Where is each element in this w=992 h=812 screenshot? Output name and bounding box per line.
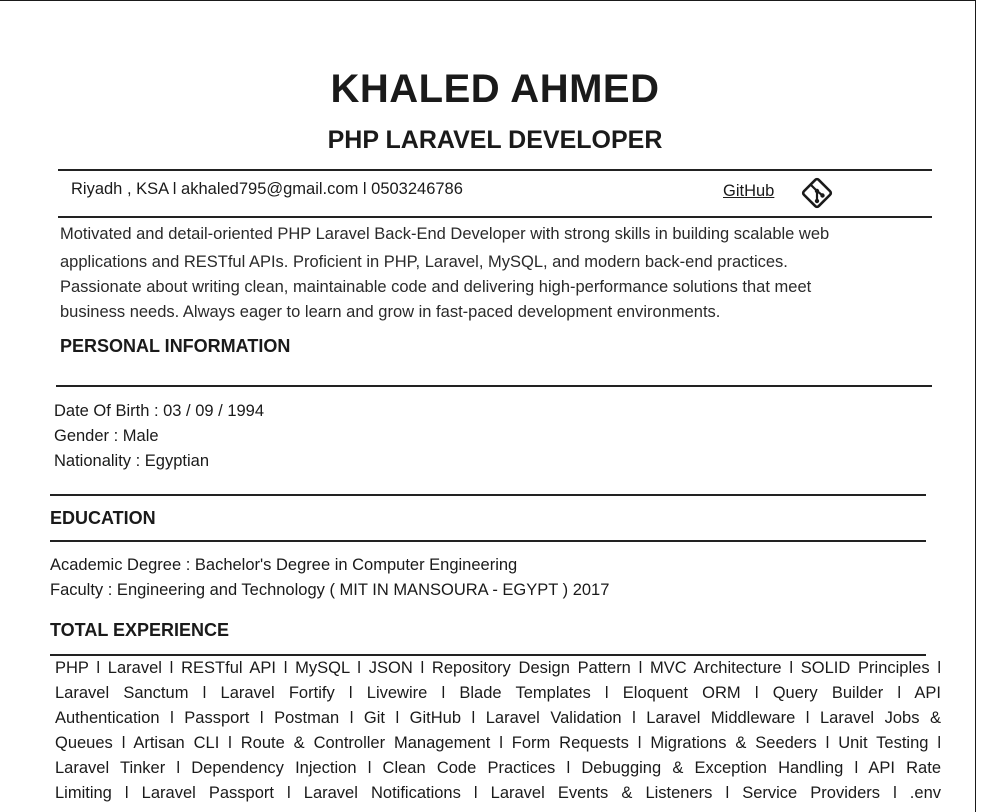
summary-line: Passionate about writing clean, maintainable code and delivering high-performance solutions that meet <box>60 278 812 296</box>
education-heading: EDUCATION <box>50 508 156 528</box>
skills-list <box>55 656 941 806</box>
faculty: Faculty : Engineering and Technology ( MIT IN MANSOURA - EGYPT ) 2017 <box>50 581 610 599</box>
page-top-border <box>0 0 975 1</box>
gender: Gender : Male <box>54 427 159 445</box>
skills-line: Laravel Tinker l Dependency Injection l Clean Code Practices l Debugging & Exception Handling l API Rate <box>55 759 941 777</box>
skills-line: Limiting l Laravel Passport l Laravel Notifications l Laravel Events & Listeners l Service Providers l .env <box>55 784 941 802</box>
education-divider-bottom <box>50 540 926 542</box>
personal-info-heading: PERSONAL INFORMATION <box>60 336 291 356</box>
github-link[interactable]: GitHub <box>723 182 775 200</box>
education-divider-top <box>50 494 926 496</box>
page-right-border <box>975 0 976 812</box>
summary-line: business needs. Always eager to learn and grow in fast-paced development environments. <box>60 303 721 321</box>
date-of-birth: Date Of Birth : 03 / 09 / 1994 <box>54 402 265 420</box>
experience-heading: TOTAL EXPERIENCE <box>50 620 230 640</box>
summary-line: applications and RESTful APIs. Proficient in PHP, Laravel, MySQL, and modern back-end practices. <box>60 253 788 271</box>
professional-summary <box>60 222 940 325</box>
summary-line: Motivated and detail-oriented PHP Laravel Back-End Developer with strong skills in building scalable web <box>60 225 830 243</box>
personal-info-divider <box>56 385 932 387</box>
job-title: PHP LARAVEL DEVELOPER <box>327 126 663 154</box>
skills-line: Authentication l Passport l Postman l Git l GitHub l Laravel Validation l Laravel Middleware l Laravel Jobs & <box>55 709 941 727</box>
nationality: Nationality : Egyptian <box>54 452 210 470</box>
skills-line: Queues l Artisan CLI l Route & Controller Management l Form Requests l Migrations & Seeders l Unit Testing l <box>55 734 941 752</box>
academic-degree: Academic Degree : Bachelor's Degree in Computer Engineering <box>50 556 518 574</box>
skills-line: PHP l Laravel l RESTful API l MySQL l JSON l Repository Design Pattern l MVC Architecture l SOLID Principles l <box>55 659 941 677</box>
contact-info: Riyadh , KSA l akhaled795@gmail.com l 0503246786 <box>71 180 463 198</box>
candidate-name: KHALED AHMED <box>330 67 660 111</box>
skills-line: Laravel Sanctum l Laravel Fortify l Livewire l Blade Templates l Eloquent ORM l Query Builder l API <box>55 684 941 702</box>
header-divider-bottom <box>58 216 932 218</box>
header-divider-top <box>58 169 932 171</box>
git-icon[interactable] <box>798 174 836 212</box>
